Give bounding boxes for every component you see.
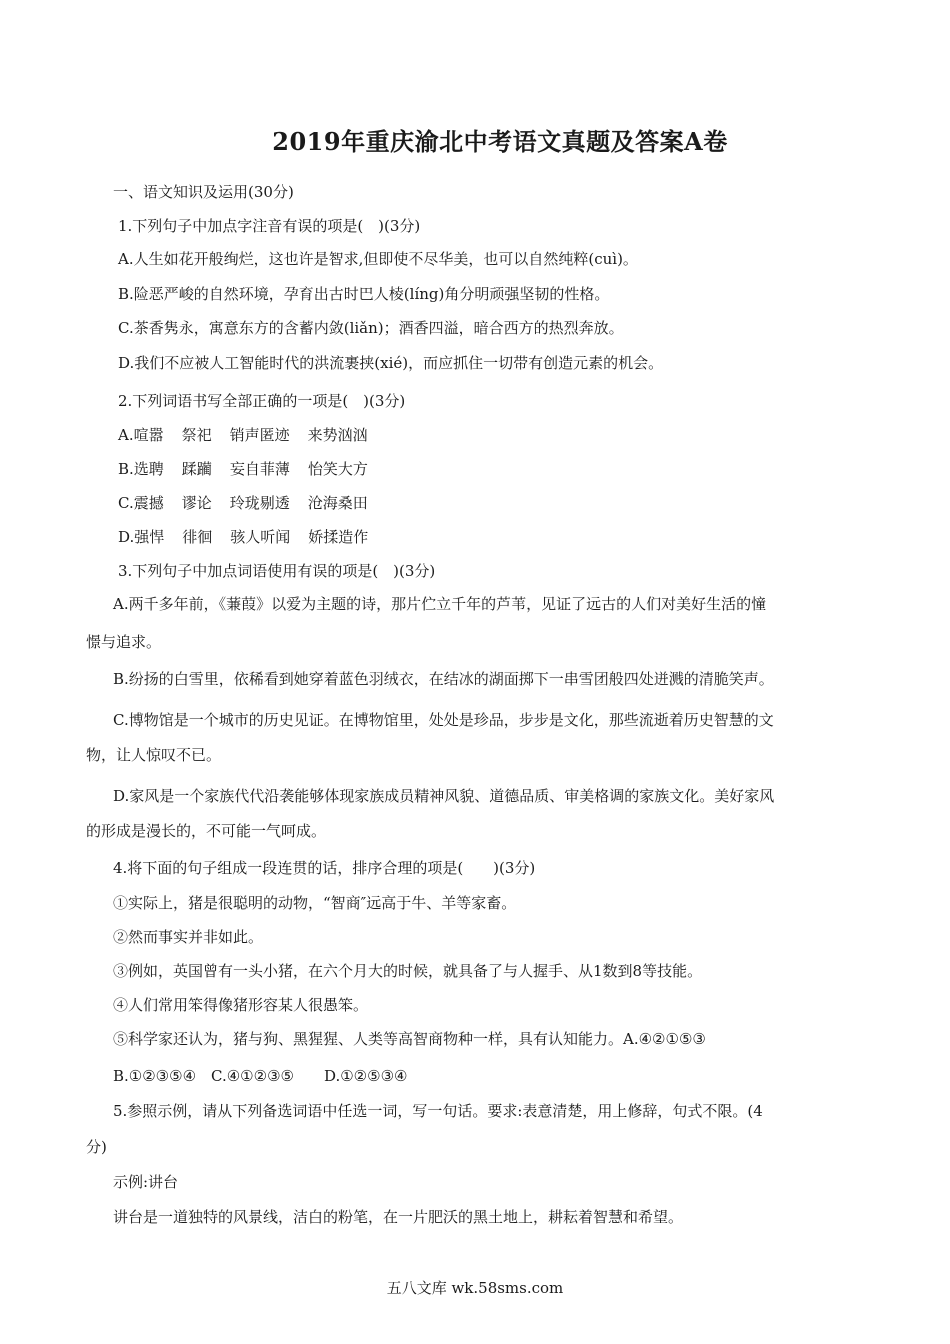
word: 妄自菲薄 [229, 460, 290, 478]
q4-sentence-2: ②然而事实并非如此。 [113, 928, 264, 946]
q5-example-label: 示例:讲台 [113, 1173, 179, 1191]
word: 祭祀 [181, 426, 212, 444]
q4-stem: 4.将下面的句子组成一段连贯的话，排序合理的项是( )(3分) [113, 859, 536, 877]
q2-stem: 2.下列词语书写全部正确的一项是( )(3分) [118, 392, 406, 410]
q2-option-d [118, 527, 386, 547]
q5-stem-cont: 分) [86, 1138, 107, 1156]
section-heading: 一、语文知识及运用(30分) [113, 183, 294, 201]
q1-option-b: B.险恶严峻的自然环境，孕育出古时巴人棱(líng)角分明顽强坚韧的性格。 [118, 285, 610, 303]
q1-stem: 1.下列句子中加点字注音有误的项是( )(3分) [118, 217, 421, 235]
q2-option-c [118, 493, 386, 513]
word: C.震撼 [118, 494, 164, 512]
page-title: 2019年重庆渝北中考语文真题及答案A卷 [272, 127, 728, 156]
word: D.强悍 [118, 528, 165, 546]
word: 徘徊 [182, 528, 213, 546]
word: 来势汹汹 [307, 426, 368, 444]
word: B.选聘 [118, 460, 164, 478]
q4-sentence-4: ④人们常用笨得像猪形容某人很愚笨。 [113, 996, 369, 1014]
word: 怡笑大方 [307, 460, 368, 478]
q4-sentence-1: ①实际上，猪是很聪明的动物，“智商″远高于牛、羊等家畜。 [113, 894, 517, 912]
word: A.喧嚣 [118, 426, 164, 444]
word: 玲珑剔透 [229, 494, 290, 512]
word: 娇揉造作 [308, 528, 369, 546]
word: 骇人听闻 [230, 528, 291, 546]
q5-stem: 5.参照示例，请从下列备选词语中任选一词，写一句话。要求:表意清楚，用上修辞，句式不限。(4 [113, 1102, 763, 1120]
q1-option-c: C.茶香隽永，寓意东方的含蓄内敛(liǎn)；酒香四溢，暗合西方的热烈奔放。 [118, 319, 624, 337]
q3-option-c-cont: 物，让人惊叹不已。 [86, 746, 222, 764]
q3-option-d: D.家风是一个家族代代沿袭能够体现家族成员精神风貌、道德品质、审美格调的家族文化。美好家风 [113, 787, 775, 805]
q3-option-b: B.纷扬的白雪里，依稀看到她穿着蓝色羽绒衣，在结冰的湖面掷下一串雪团般四处迸溅的清脆笑声。 [113, 670, 774, 688]
q1-option-d: D.我们不应被人工智能时代的洪流裹挟(xié)，而应抓住一切带有创造元素的机会。 [118, 354, 664, 372]
q5-example-text: 讲台是一道独特的风景线，洁白的粉笔，在一片肥沃的黑土地上，耕耘着智慧和希望。 [113, 1208, 684, 1226]
q3-option-c: C.博物馆是一个城市的历史见证。在博物馆里，处处是珍品，步步是文化，那些流逝着历史智慧的文 [113, 711, 774, 729]
word: 蹂躏 [181, 460, 212, 478]
word: 谬论 [181, 494, 212, 512]
q1-option-a: A.人生如花开般绚烂，这也许是智求,但即使不尽华美，也可以自然纯粹(cuì)。 [118, 250, 638, 268]
q3-option-d-cont: 的形成是漫长的，不可能一气呵成。 [86, 822, 327, 840]
q4-sentence-5: ⑤科学家还认为，猪与狗、黑猩猩、人类等高智商物种一样，具有认知能力。A.④②①⑤③ [113, 1030, 706, 1048]
q4-sentence-3: ③例如，英国曾有一头小猪，在六个月大的时候，就具备了与人握手、从1数到8等技能。 [113, 962, 703, 980]
q2-option-a [118, 425, 386, 445]
q4-options: B.①②③⑤④ C.④①②③⑤ D.①②⑤③④ [113, 1067, 408, 1085]
q3-stem: 3.下列句子中加点词语使用有误的项是( )(3分) [118, 562, 436, 580]
q3-option-a-cont: 憬与追求。 [86, 633, 162, 651]
q3-option-a: A.两千多年前，《蒹葭》以爱为主题的诗，那片伫立千年的芦苇，见证了远古的人们对美好生活的憧 [113, 595, 767, 613]
q2-option-b [118, 459, 386, 479]
footer-watermark: 五八文库 wk.58sms.com [386, 1279, 564, 1297]
word: 销声匿迹 [229, 426, 290, 444]
word: 沧海桑田 [307, 494, 368, 512]
